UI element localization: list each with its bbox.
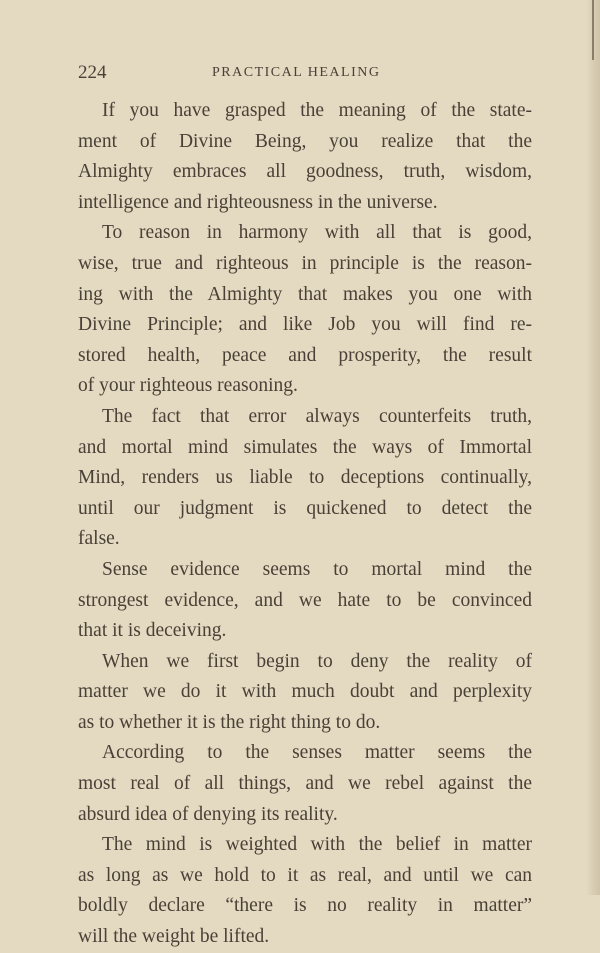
binding-shadow — [592, 0, 594, 60]
body-text — [78, 96, 532, 953]
paragraph — [78, 647, 532, 739]
text-line: When we first begin to deny the reality of — [102, 650, 532, 672]
text-line: Divine Principle; and like Job you will find re- — [78, 314, 532, 336]
text-line: until our judgment is quickened to detect the — [78, 497, 532, 519]
text-line: wise, true and righteous in principle is the reason- — [78, 252, 532, 274]
text-line: The mind is weighted with the belief in matter — [102, 834, 532, 856]
paragraph — [78, 738, 532, 830]
paragraph — [78, 96, 532, 218]
text-line: The fact that error always counterfeits truth, — [102, 405, 532, 427]
text-line: strongest evidence, and we hate to be convinced — [78, 589, 532, 611]
page-edge — [586, 0, 600, 895]
text-line: absurd idea of denying its reality. — [78, 803, 338, 825]
text-line: as to whether it is the right thing to do. — [78, 711, 381, 733]
text-line: Almighty embraces all goodness, truth, wisdom, — [78, 161, 532, 183]
page-header — [78, 62, 532, 88]
text-line: false. — [78, 528, 120, 550]
running-title: PRACTICAL HEALING — [212, 65, 381, 80]
text-line: ment of Divine Being, you realize that the — [78, 130, 532, 152]
paragraph — [78, 830, 532, 952]
text-line: as long as we hold to it as real, and until we can — [78, 864, 532, 886]
paragraph — [78, 402, 532, 555]
text-line: that it is deceiving. — [78, 620, 227, 642]
text-line: To reason in harmony with all that is good, — [102, 222, 532, 244]
text-line: boldly declare “there is no reality in matter” — [78, 895, 532, 917]
paragraph — [78, 555, 532, 647]
text-line: ing with the Almighty that makes you one with — [78, 283, 532, 305]
page-number: 224 — [78, 62, 107, 83]
paragraph — [78, 218, 532, 402]
text-line: Sense evidence seems to mortal mind the — [102, 558, 532, 580]
text-line: If you have grasped the meaning of the state- — [102, 100, 532, 121]
text-line: will the weight be lifted. — [78, 926, 270, 948]
text-line: According to the senses matter seems the — [102, 742, 532, 764]
text-line: matter we do it with much doubt and perplexity — [78, 681, 532, 703]
text-line: of your righteous reasoning. — [78, 375, 298, 397]
text-line: intelligence and righteousness in the universe. — [78, 191, 438, 213]
text-line: most real of all things, and we rebel against the — [78, 773, 532, 795]
text-line: stored health, peace and prosperity, the result — [78, 344, 532, 366]
text-line: and mortal mind simulates the ways of Immortal — [78, 436, 532, 458]
text-line: Mind, renders us liable to deceptions continually, — [78, 467, 532, 489]
